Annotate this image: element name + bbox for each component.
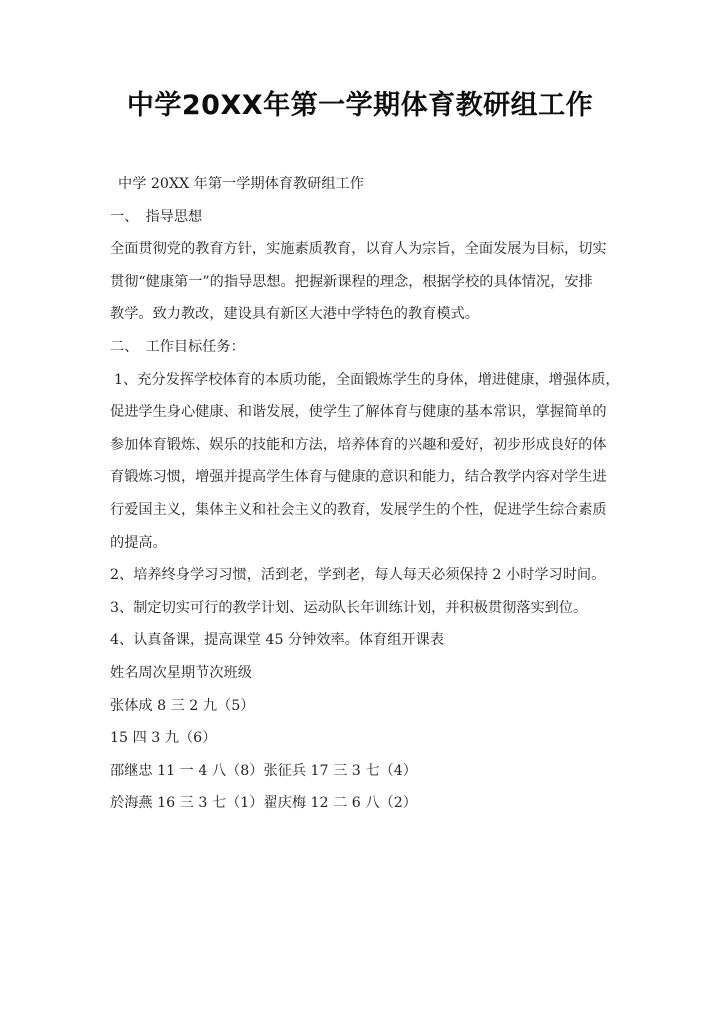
paragraph-line: 1、充分发挥学校体育的本质功能，全面锻炼学生的身体，增进健康，增强体质， — [114, 371, 620, 388]
document-title: 中学20XX年第一学期体育教研组工作 — [126, 90, 594, 121]
paragraph-line: 参加体育锻炼、娱乐的技能和方法，培养体育的兴趣和爱好，初步形成良好的体 — [110, 436, 607, 453]
paragraph-line: 贯彻“健康第一”的指导思想。把握新课程的理念，根据学校的具体情况，安排 — [110, 273, 593, 290]
paragraph-line: 行爱国主义，集体主义和社会主义的教育，发展学生的个性，促进学生综合素质 — [110, 501, 607, 518]
paragraph-line: 教学。致力教改，建设具有新区大港中学特色的教育模式。 — [110, 306, 479, 323]
document-body — [110, 168, 620, 820]
schedule-row: 15 四 3 九（6） — [110, 730, 217, 747]
paragraph-line: 全面贯彻党的教育方针，实施素质教育，以育人为宗旨，全面发展为目标，切实 — [110, 241, 607, 258]
schedule-row: 於海燕 16 三 3 七（1）翟庆梅 12 二 6 八（2） — [110, 795, 417, 812]
schedule-row: 邵继忠 11 一 4 八（8）张征兵 17 三 3 七（4） — [110, 762, 417, 779]
document-subtitle: 中学 20XX 年第一学期体育教研组工作 — [118, 176, 364, 192]
list-item-goal-3: 3、制定切实可行的教学计划、运动队长年训练计划，并积极贯彻落实到位。 — [110, 599, 588, 616]
paragraph-line: 的提高。 — [110, 534, 167, 551]
list-item-goal-2: 2、培养终身学习习惯，活到老，学到老，每人每天必须保持 2 小时学习时间。 — [110, 567, 606, 584]
list-item-goal-4: 4、认真备课，提高课堂 45 分钟效率。体育组开课表 — [110, 632, 445, 649]
section-heading-work-goals: 二、 工作目标任务： — [110, 338, 245, 355]
schedule-row: 张体成 8 三 2 九（5） — [110, 697, 255, 714]
section-heading-guiding-ideology: 一、 指导思想 — [110, 208, 203, 225]
paragraph-line: 促进学生身心健康、和谐发展，使学生了解体育与健康的基本常识，掌握简单的 — [110, 404, 607, 421]
paragraph-line: 育锻炼习惯，增强并提高学生体育与健康的意识和能力，结合教学内容对学生进 — [110, 469, 607, 486]
schedule-header: 姓名周次星期节次班级 — [110, 664, 252, 681]
